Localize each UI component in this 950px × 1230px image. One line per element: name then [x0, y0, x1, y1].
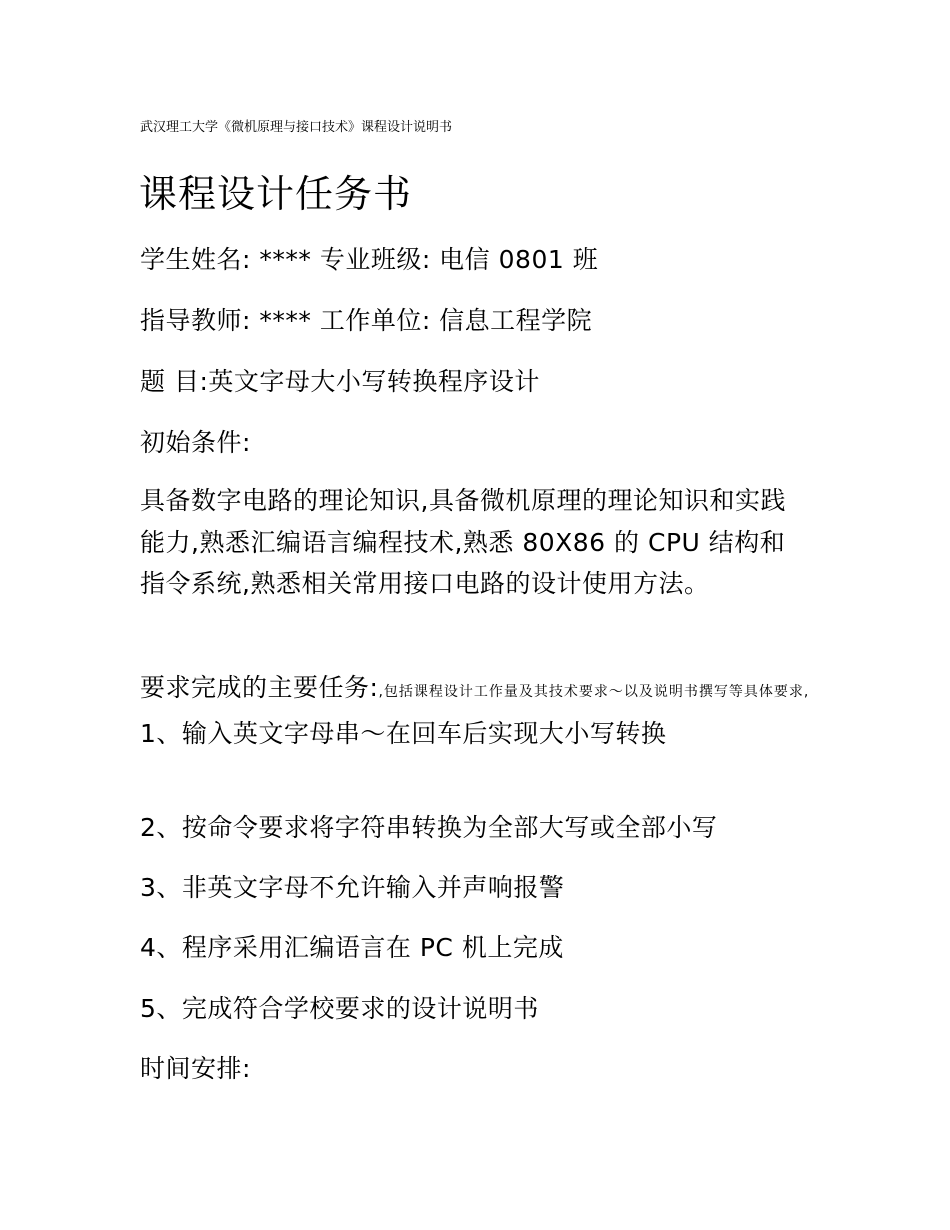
running-header: 武汉理工大学《微机原理与接口技术》课程设计说明书: [140, 120, 453, 135]
task-item-1: 1、输入英文字母串～在回车后实现大小写转换: [140, 719, 667, 748]
advisor-info-line: 指导教师: **** 工作单位: 信息工程学院: [140, 306, 593, 335]
document-title: 课程设计任务书: [139, 172, 413, 216]
task-item-5: 5、完成符合学校要求的设计说明书: [140, 994, 539, 1023]
topic-line: 题 目:英文字母大小写转换程序设计: [140, 367, 540, 396]
conditions-body: 具备数字电路的理论知识,具备微机原理的理论知识和实践能力,熟悉汇编语言编程技术,熟悉 80X86 的 CPU 结构和指令系统,熟悉相关常用接口电路的设计使用方法。: [140, 486, 786, 598]
student-info-line: 学生姓名: **** 专业班级: 电信 0801 班: [140, 245, 599, 274]
tasks-note: ,包括课程设计工作量及其技术要求～以及说明书撰写等具体要求,: [378, 684, 810, 700]
conditions-heading: 初始条件:: [140, 428, 251, 457]
task-item-2: 2、按命令要求将字符串转换为全部大写或全部小写: [140, 813, 718, 842]
tasks-heading: 要求完成的主要任务:: [140, 673, 379, 702]
task-item-4: 4、程序采用汇编语言在 PC 机上完成: [140, 933, 564, 962]
task-item-3: 3、非英文字母不允许输入并声响报警: [140, 873, 565, 902]
tasks-paragraph: [140, 667, 810, 754]
schedule-heading: 时间安排:: [140, 1054, 251, 1083]
